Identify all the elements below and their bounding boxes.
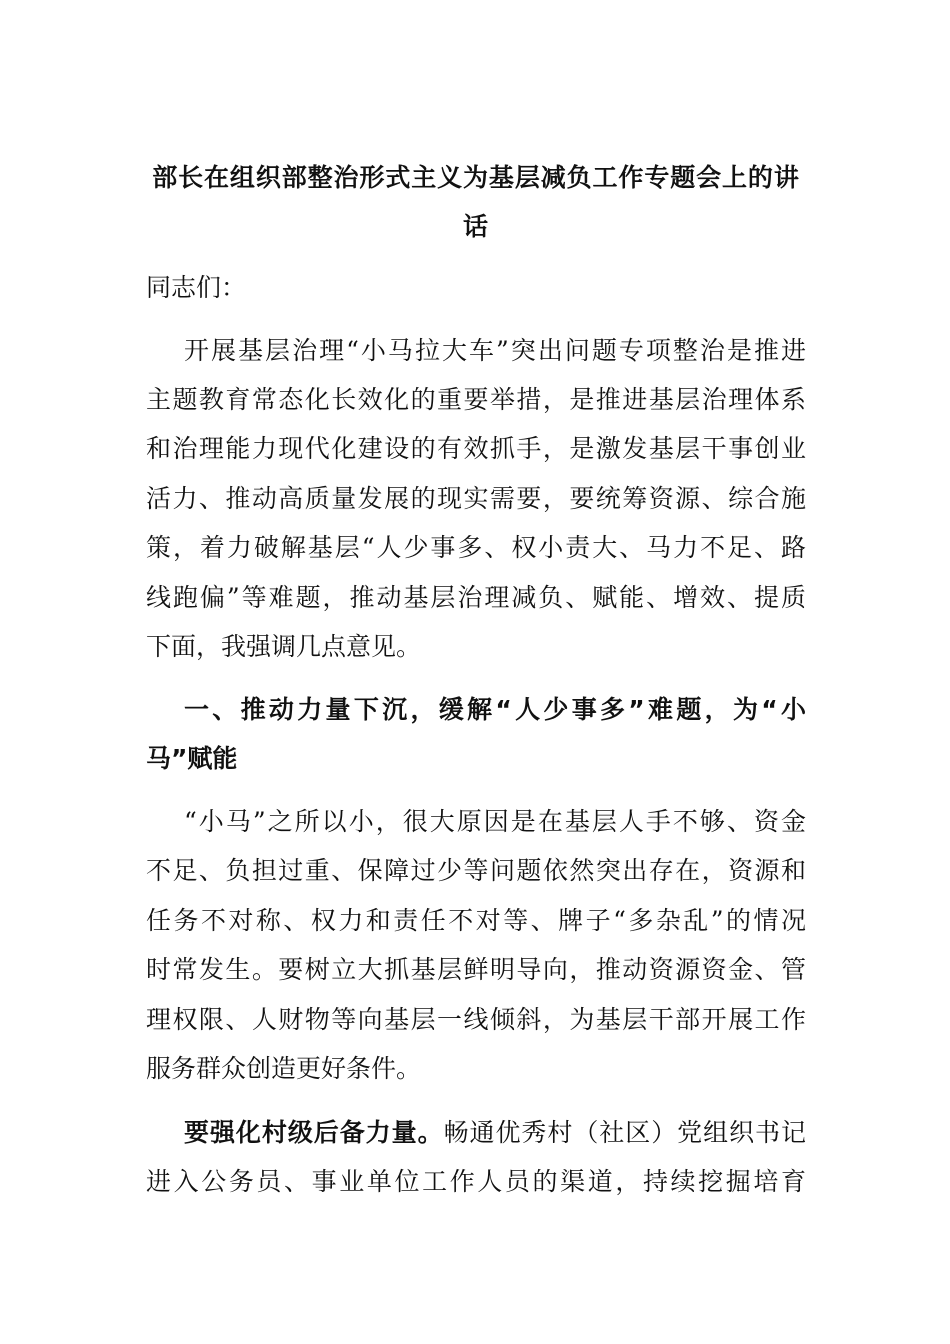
section-1-line-6: 服务群众创造更好条件。 <box>146 1054 422 1083</box>
intro-line-6: 线跑偏”等难题，推动基层治理减负、赋能、增效、提质 <box>146 583 806 612</box>
intro-line-1: 开展基层治理“小马拉大车”突出问题专项整治是推进 <box>184 336 806 365</box>
intro-line-3: 和治理能力现代化建设的有效抓手，是激发基层干事创业 <box>146 434 806 463</box>
point-1-line-1-rest: 畅通优秀村（社区）党组织书记 <box>443 1118 806 1147</box>
point-1-line-2: 进入公务员、事业单位工作人员的渠道，持续挖掘培育 <box>146 1167 806 1196</box>
document-title-line-1: 部长在组织部整治形式主义为基层减负工作专题会上的讲 <box>152 163 800 192</box>
section-1-line-3: 任务不对称、权力和责任不对等、牌子“多杂乱”的情况 <box>146 906 806 935</box>
intro-line-5: 策，着力破解基层“人少事多、权小责大、马力不足、路 <box>146 533 806 562</box>
section-1-line-4: 时常发生。要树立大抓基层鲜明导向，推动资源资金、管 <box>146 955 806 984</box>
section-1-heading-line-2: 马”赋能 <box>146 744 238 773</box>
intro-line-7: 下面，我强调几点意见。 <box>146 632 422 661</box>
intro-line-2: 主题教育常态化长效化的重要举措，是推进基层治理体系 <box>146 385 806 414</box>
section-1-line-5: 理权限、人财物等向基层一线倾斜，为基层干部开展工作 <box>146 1005 806 1034</box>
point-1-lead: 要强化村级后备力量。 <box>184 1118 444 1147</box>
intro-line-4: 活力、推动高质量发展的现实需要，要统筹资源、综合施 <box>146 484 806 513</box>
point-1-line-1 <box>184 1120 806 1145</box>
section-1-line-2: 不足、负担过重、保障过少等问题依然突出存在，资源和 <box>146 856 806 885</box>
section-1-line-1: “小马”之所以小，很大原因是在基层人手不够、资金 <box>184 807 806 836</box>
salutation: 同志们： <box>146 273 247 302</box>
section-1-heading-line-1: 一、推动力量下沉，缓解“人少事多”难题，为“小 <box>184 695 806 724</box>
document-title-line-2: 话 <box>463 212 489 241</box>
